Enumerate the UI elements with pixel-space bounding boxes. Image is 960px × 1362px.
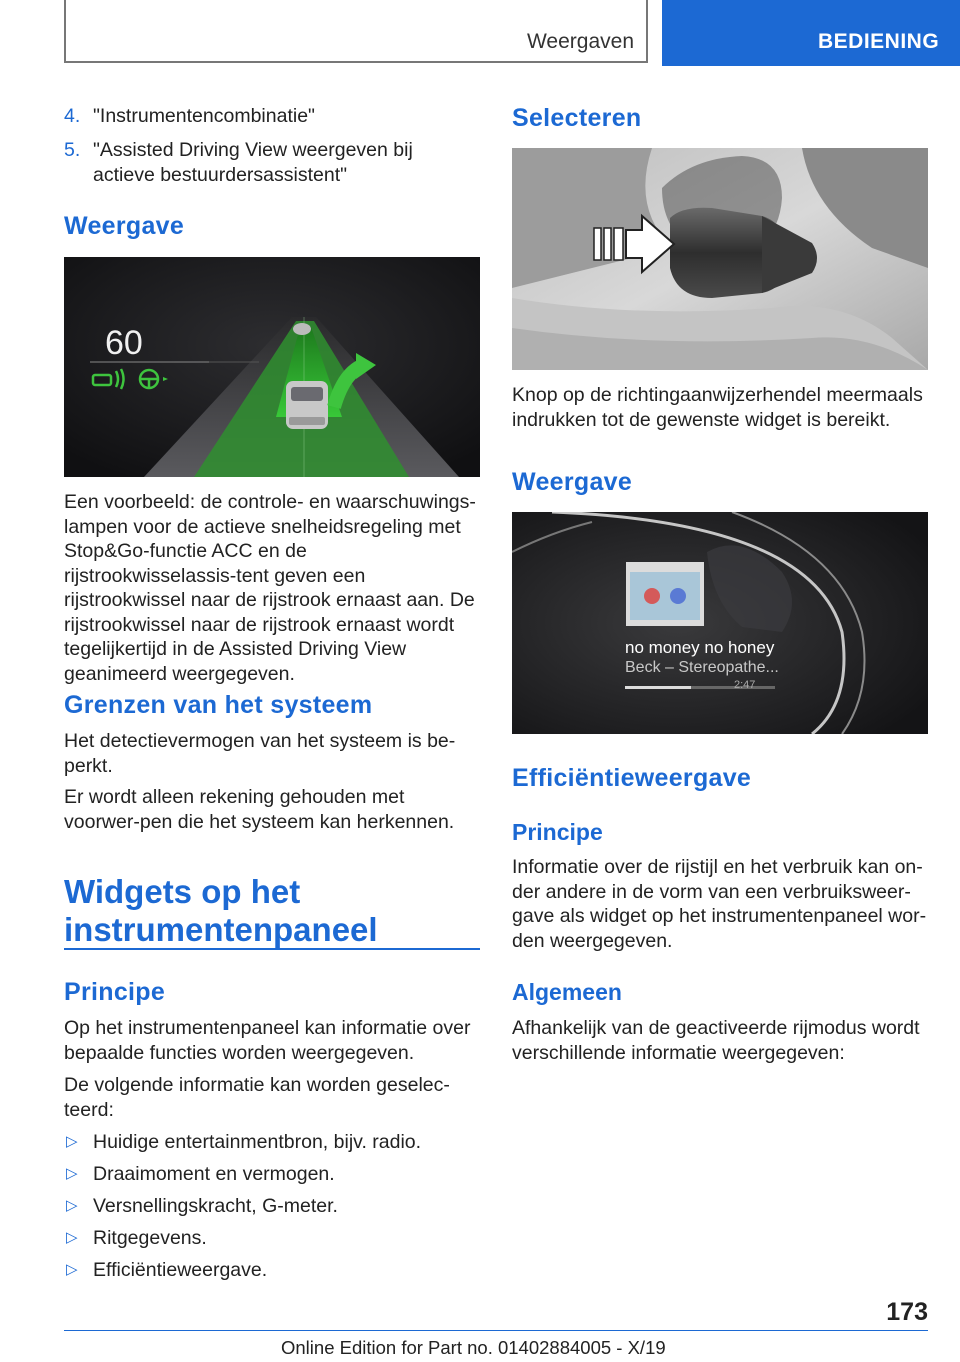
list-number: 5. [64, 139, 81, 161]
figure-caption: Een voorbeeld: de controle- en waarschuwings-lampen voor de actieve snelheidsregeling met Stop&Go-functie ACC en de rijstrookwisselassis-tent geven een rijstrookwissel naar de rijstrook ernaast aan. De rijstrookwissel naar de rijstrook ernaast wordt tegelijkertijd in de Assisted Driving View geanimeerd weergegeven. [64, 491, 476, 685]
heading-algemeen: Algemeen [512, 979, 622, 1005]
bullet-triangle-icon: ▷ [66, 1133, 78, 1150]
bullet-text: Efficiëntieweergave. [93, 1259, 268, 1281]
footer-edition: Online Edition for Part no. 01402884005 - X/19 [281, 1337, 666, 1358]
heading-principe: Principe [64, 978, 166, 1006]
media-widget-photo [512, 512, 928, 734]
progress-fill [625, 686, 691, 689]
lead-vehicle-icon [293, 323, 311, 335]
heading-weergave-2: Weergave [512, 468, 633, 496]
ego-car-icon [286, 381, 328, 429]
principe-paragraph-1: Op het instrumentenpaneel kan informatie over bepaalde functies worden weergegeven. [64, 1017, 471, 1064]
bullet-triangle-icon: ▷ [66, 1261, 78, 1278]
selecteren-paragraph: Knop op de richtingaanwijzerhendel meermaals indrukken tot de gewenste widget is bereikt. [512, 384, 923, 431]
header-section-title: Weergaven [526, 30, 634, 53]
bullet-triangle-icon: ▷ [66, 1229, 78, 1246]
heading-weergave: Weergave [64, 212, 185, 240]
efficientie-principe-paragraph: Informatie over de rijstijl en het verbruik kan on-der andere in de vorm van een verbruiksweer-gave als widget op het instrumentenpaneel wor-den weergegeven. [512, 856, 927, 952]
bullet-triangle-icon: ▷ [66, 1197, 78, 1214]
header-chapter-label: BEDIENING [818, 30, 940, 53]
heading-grenzen: Grenzen van het systeem [64, 691, 373, 719]
list-text: "Assisted Driving View weergeven bij actieve bestuurdersassistent" [93, 139, 413, 186]
bullet-text: Huidige entertainmentbron, bijv. radio. [93, 1131, 422, 1153]
assisted-driving-figure [64, 257, 480, 477]
song-time: 2:47 [734, 679, 756, 691]
bullet-text: Versnellingskracht, G-meter. [93, 1195, 338, 1217]
list-number: 4. [64, 105, 81, 127]
header-chapter-tab [662, 0, 960, 66]
speed-readout: 60 [105, 324, 143, 362]
list-text: "Instrumentencombinatie" [93, 105, 315, 127]
heading-widgets: Widgets op het instrumentenpaneel [64, 873, 378, 948]
section-rule [64, 948, 480, 950]
grenzen-paragraph-1: Het detectievermogen van het systeem is be-perkt. [64, 730, 456, 777]
heading-efficientie: Efficiëntieweergave [512, 764, 752, 792]
bullet-text: Draaimoment en vermogen. [93, 1163, 335, 1185]
album-cover-icon [626, 562, 704, 626]
grenzen-paragraph-2: Er wordt alleen rekening gehouden met voorwer-pen die het systeem kan herkennen. [64, 786, 455, 833]
heading-principe-2: Principe [512, 819, 603, 845]
page-number: 173 [886, 1298, 928, 1326]
song-title: no money no honey [625, 638, 775, 657]
heading-selecteren: Selecteren [512, 104, 642, 132]
song-artist: Beck – Stereopathe... [625, 659, 779, 676]
algemeen-paragraph: Afhankelijk van de geactiveerde rijmodus wordt verschillende informatie weergegeven: [512, 1017, 920, 1064]
bullet-triangle-icon: ▷ [66, 1165, 78, 1182]
bullet-text: Ritgegevens. [93, 1227, 207, 1249]
turn-signal-stalk-photo [512, 148, 928, 370]
footer-rule [64, 1330, 928, 1331]
principe-paragraph-2: De volgende informatie kan worden geselec-teerd: [64, 1074, 450, 1121]
